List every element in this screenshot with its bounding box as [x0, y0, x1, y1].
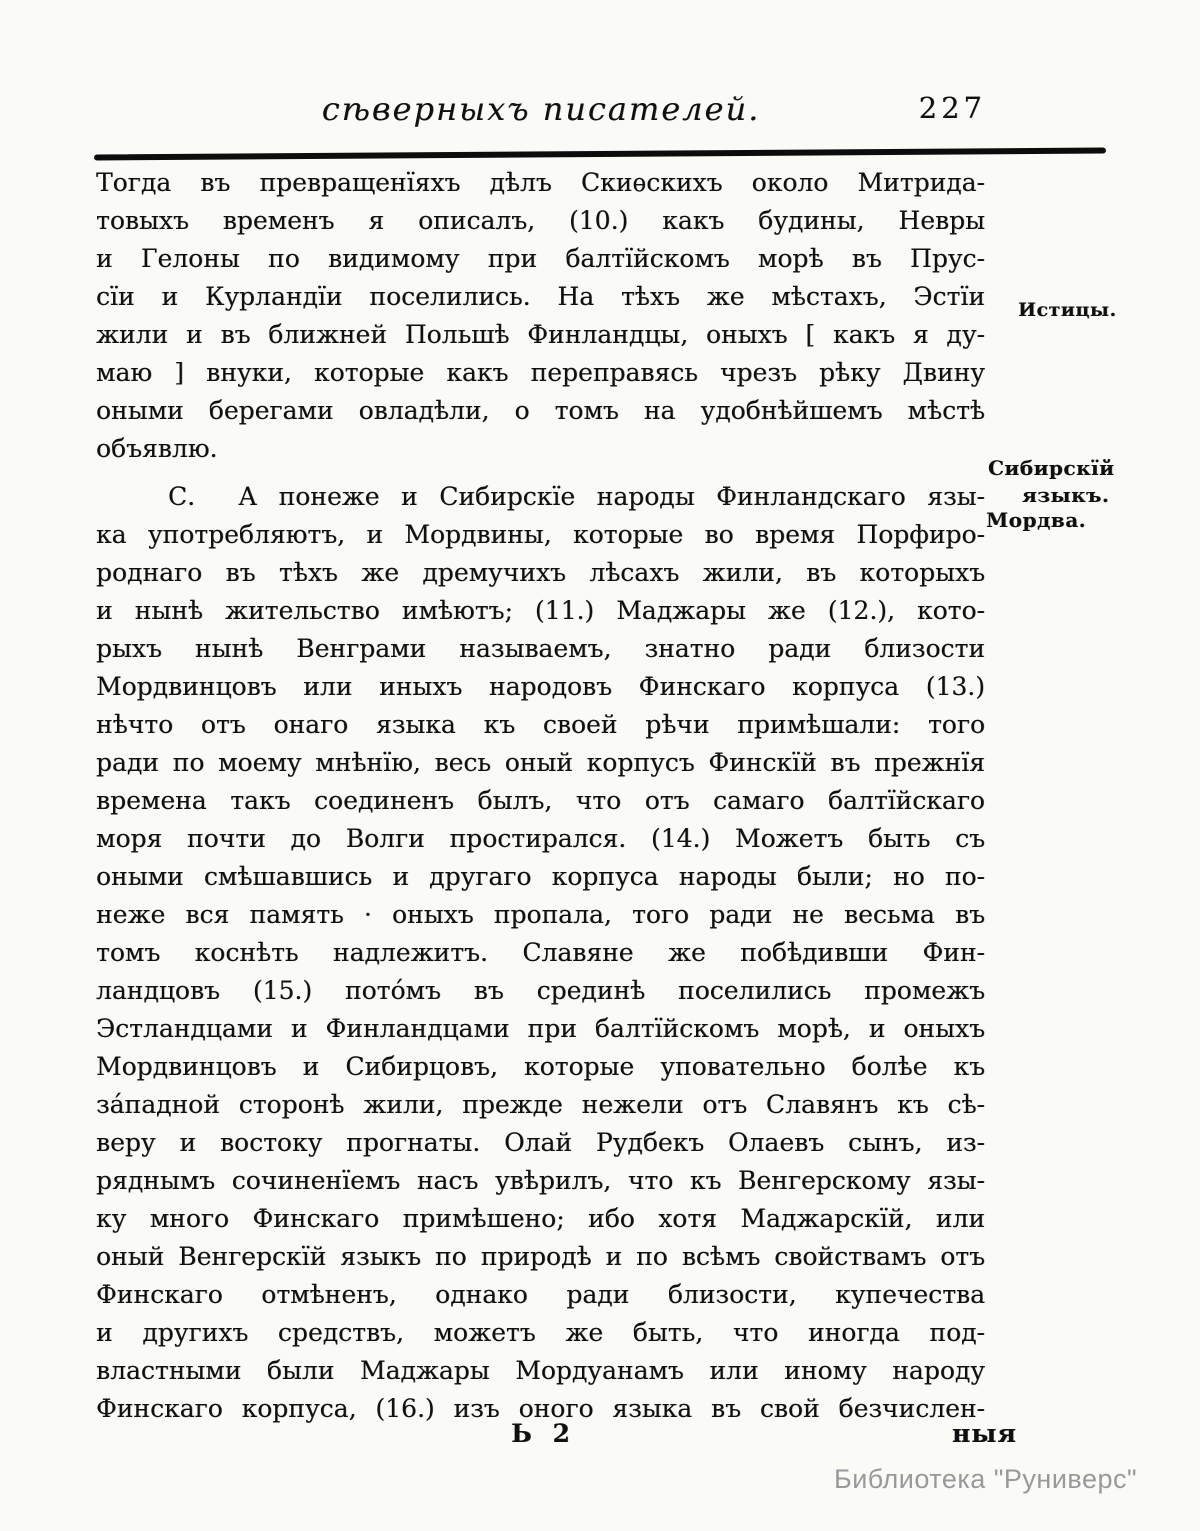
signature-mark: Ь 2 — [511, 1419, 570, 1448]
margin-note-siberian-language-line1: Сибирскїй — [988, 456, 1115, 480]
margin-note-siberian-language-line2: языкъ. — [1022, 483, 1110, 507]
text-line: объявлю. — [96, 434, 218, 463]
text-line: роднаго въ тѣхъ же дремучихъ лѣсахъ жили, въ которыхъ — [96, 558, 985, 587]
running-head: сѣверныхъ писателей. — [321, 90, 761, 128]
text-line: веру и востоку прогнаты. Олай Рудбекъ Олаевъ сынъ, из- — [96, 1128, 985, 1157]
text-line: ради по моему мнѣнїю, весь оный корпусъ Финскїй въ прежнїя — [96, 748, 985, 777]
text-line: и другихъ средствъ, можетъ же быть, что иногда под- — [96, 1318, 985, 1347]
text-line: С. А понеже и Сибирскїе народы Финландскаго язы- — [168, 482, 985, 511]
text-line: за́падной сторонѣ жили, прежде нежели отъ Славянъ къ сѣ- — [96, 1090, 985, 1119]
body-text — [96, 164, 985, 1428]
text-line: ряднымъ сочиненїемъ насъ увѣрилъ, что къ Венгерскому язы- — [96, 1166, 985, 1195]
text-line: сїи и Курландїи поселились. На тѣхъ же мѣстахъ, Эстїи — [96, 282, 985, 311]
text-line: ка употребляютъ, и Мордвины, которые во время Порфиро- — [96, 520, 985, 549]
runivers-watermark: Библиотека "Руниверс" — [834, 1464, 1138, 1494]
text-line: Мордвинцовъ и Сибирцовъ, которые уповательно болѣе къ — [96, 1052, 985, 1081]
text-line: товыхъ временъ я описалъ, (10.) какъ будины, Невры — [96, 206, 985, 235]
text-line: и нынѣ жительство имѣютъ; (11.) Маджары же (12.), кото- — [96, 596, 985, 625]
page-number: 227 — [918, 91, 986, 125]
text-line: Тогда въ превращенїяхъ дѣлъ Скиѳскихъ около Митрида- — [96, 168, 985, 197]
text-line: и Гелоны по видимому при балтїйскомъ морѣ въ Прус- — [96, 244, 985, 273]
text-line: оный Венгерскїй языкъ по природѣ и по всѣмъ свойствамъ отъ — [96, 1242, 985, 1271]
text-line: ку много Финскаго примѣшено; ибо хотя Маджарскїй, или — [96, 1204, 985, 1233]
text-line: Финскаго корпуса, (16.) изъ оного языка въ свой безчислен- — [96, 1394, 985, 1423]
text-line: жили и въ ближней Польшѣ Финландцы, оныхъ [ какъ я ду- — [96, 320, 985, 349]
header-rule — [94, 147, 1106, 160]
page-footer — [96, 1419, 1017, 1459]
text-line: оными берегами овладѣли, о томъ на удобнѣйшемъ мѣстѣ — [96, 396, 985, 425]
text-line: Эстландцами и Финландцами при балтїйскомъ морѣ, и оныхъ — [96, 1014, 985, 1043]
catchword: ныя — [952, 1419, 1017, 1448]
text-line: маю ] внуки, которые какъ переправясь чрезъ рѣку Двину — [96, 358, 985, 387]
text-line: неже вся память · оныхъ пропала, того ради не весьма въ — [96, 900, 985, 929]
text-line: моря почти до Волги простирался. (14.) Можетъ быть съ — [96, 824, 985, 853]
text-line: Финскаго отмѣненъ, однако ради близости, купечества — [96, 1280, 985, 1309]
page-header — [96, 90, 986, 136]
paragraph-1 — [96, 164, 985, 468]
text-line: Мордвинцовъ или иныхъ народовъ Финскаго корпуса (13.) — [96, 672, 985, 701]
text-line: томъ коснѣть надлежитъ. Славяне же побѣдивши Фин- — [96, 938, 985, 967]
text-line: времена такъ соединенъ былъ, что отъ самаго балтїйскаго — [96, 786, 985, 815]
margin-note-istitsy: Истицы. — [1018, 299, 1117, 321]
text-line: властными были Маджары Мордуанамъ или иному народу — [96, 1356, 985, 1385]
margin-note-mordva: Мордва. — [986, 508, 1087, 532]
text-line: оными смѣшавшись и другаго корпуса народы были; но по- — [96, 862, 985, 891]
text-line: рыхъ нынѣ Венграми называемъ, знатно ради близости — [96, 634, 985, 663]
paragraph-2 — [96, 478, 985, 1428]
text-line: ландцовъ (15.) пото́мъ въ срединѣ поселились промежъ — [96, 976, 985, 1005]
text-line: нѣчто отъ онаго языка къ своей рѣчи примѣшали: того — [96, 710, 985, 739]
